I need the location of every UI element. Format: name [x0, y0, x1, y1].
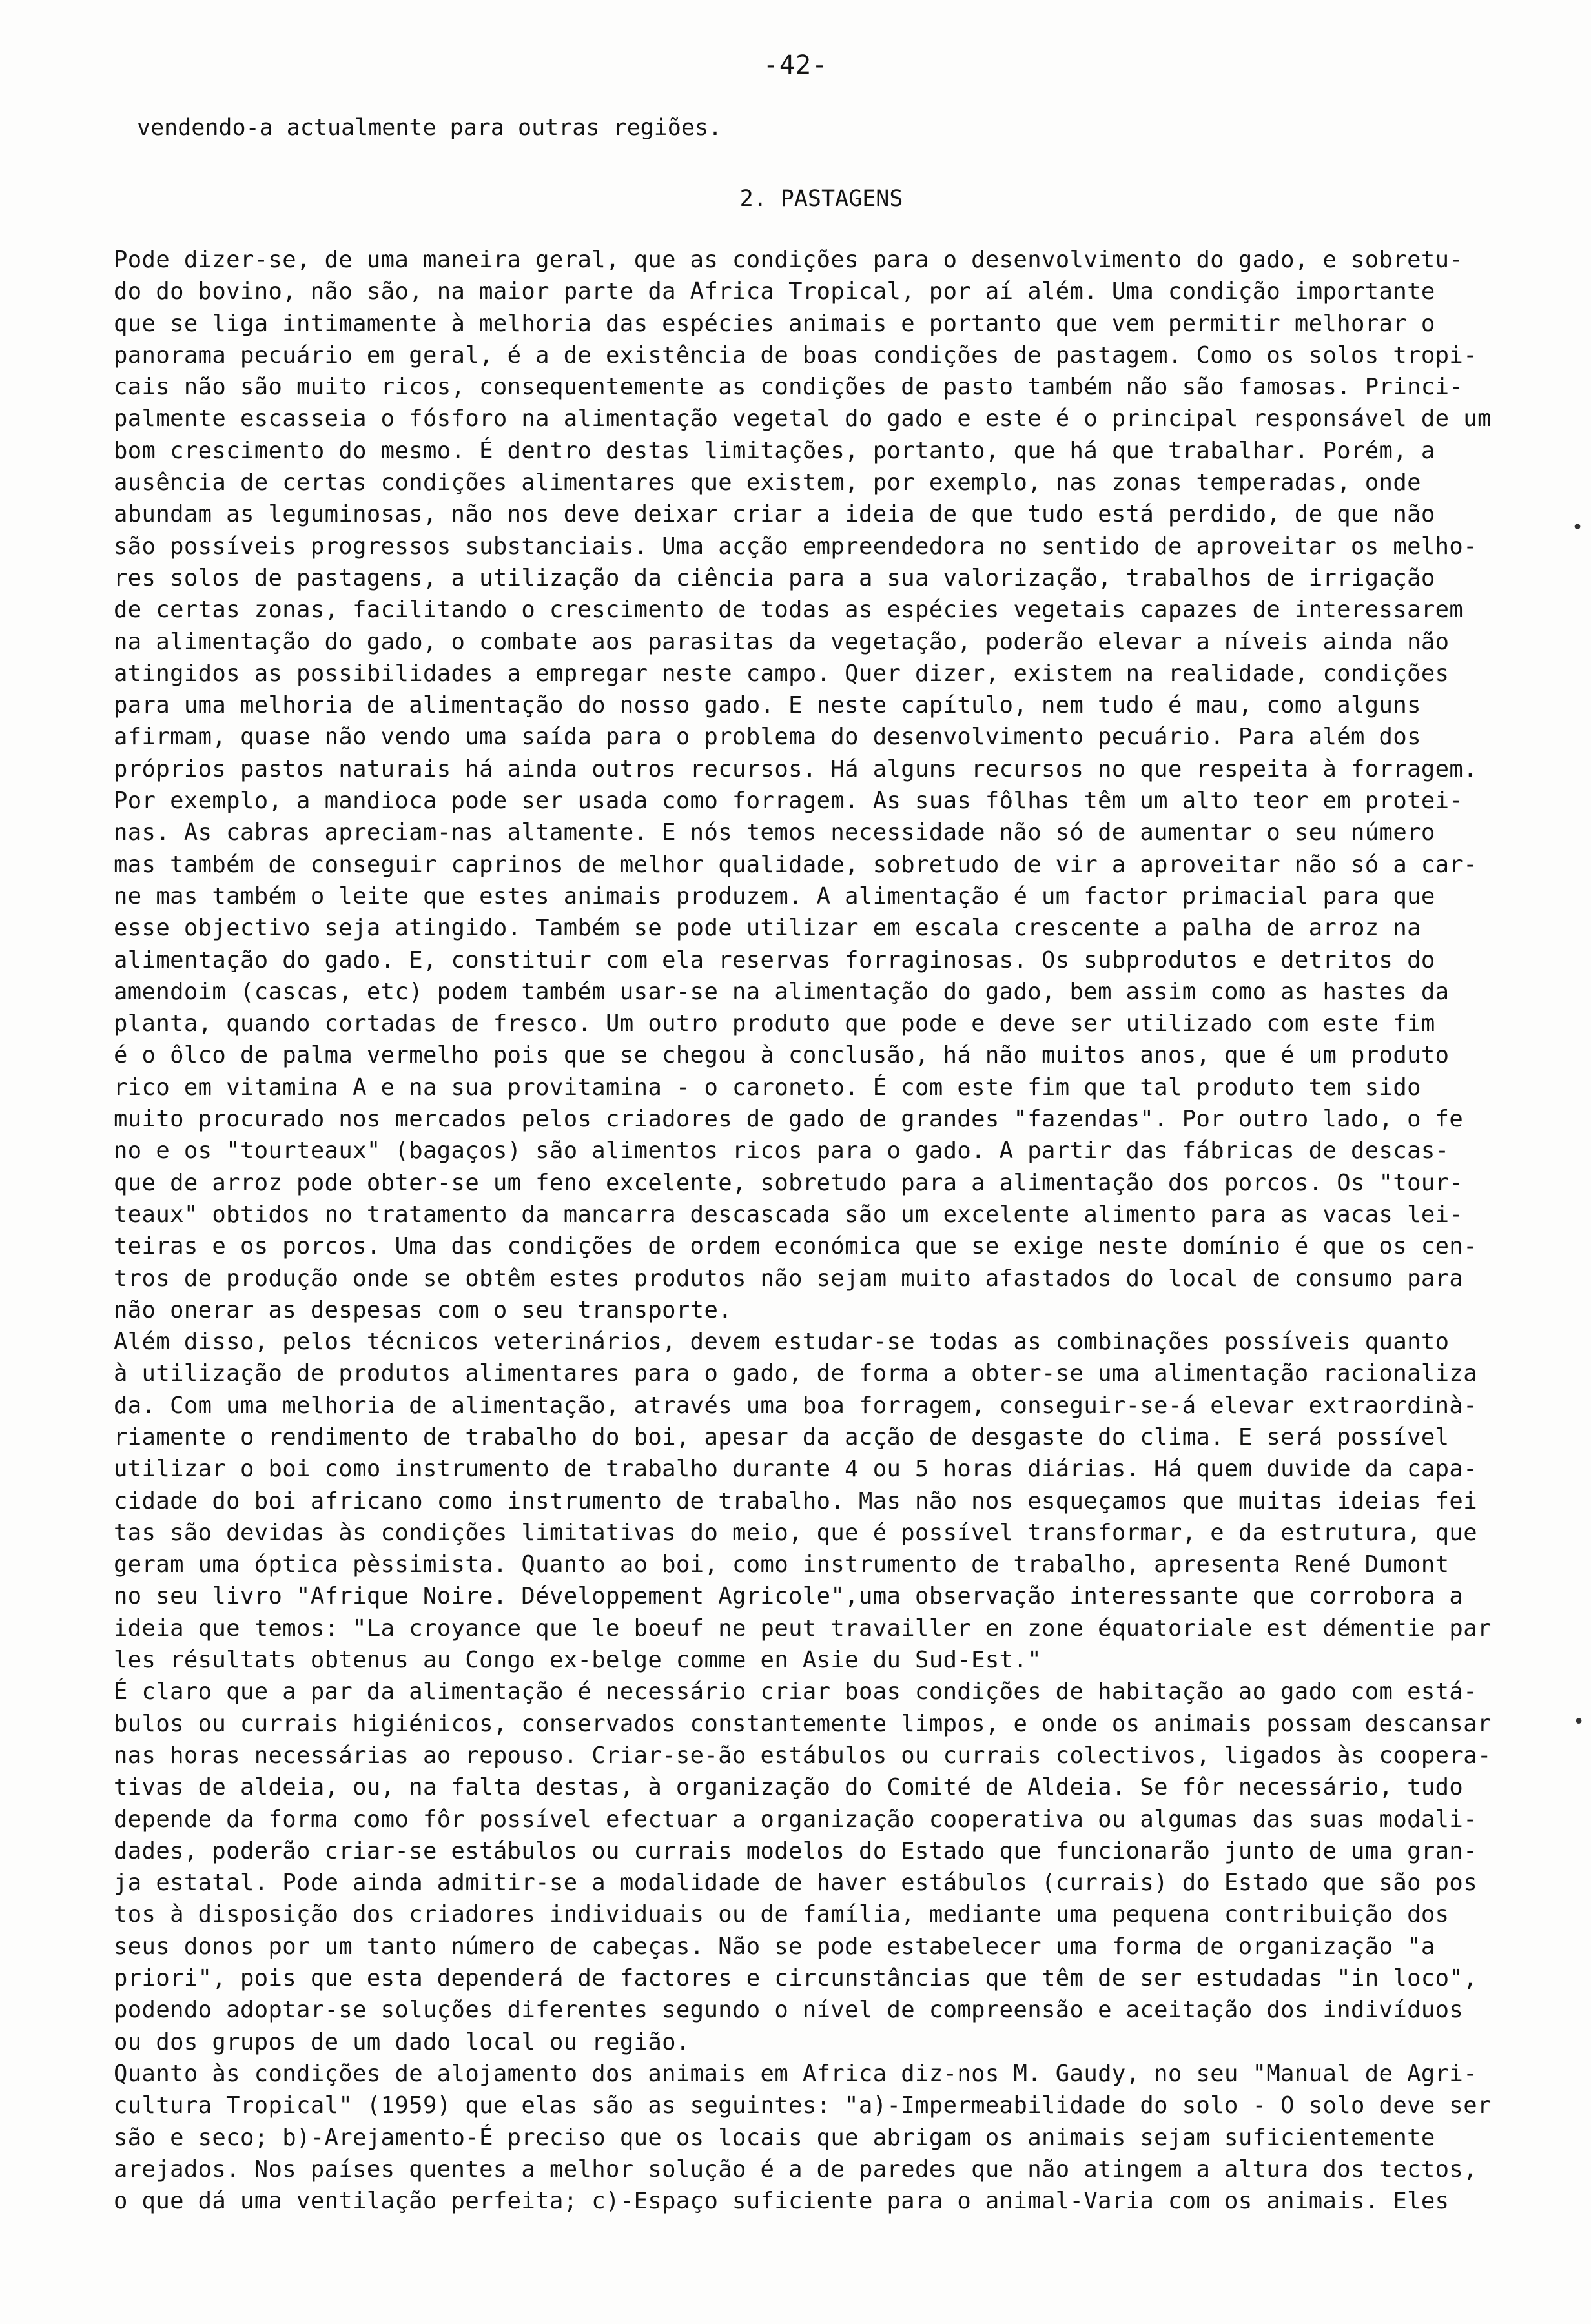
text-line: tas são devidas às condições limitativas do meio, que é possível transformar, e da estrutura, que	[114, 1519, 1477, 1546]
text-line: esse objectivo seja atingido. Também se pode utilizar em escala crescente a palha de arroz na	[114, 915, 1421, 942]
text-line: ne mas também o leite que estes animais produzem. A alimentação é um factor primacial para que	[114, 882, 1435, 910]
text-line: o que dá uma ventilação perfeita; c)-Espaço suficiente para o animal-Varia com os animais. Eles	[114, 2188, 1450, 2215]
text-line: tos à disposição dos criadores individuais ou de família, mediante uma pequena contribuição dos	[114, 1901, 1450, 1928]
continuation-line: vendendo-a actualmente para outras regiões.	[137, 115, 723, 141]
text-line: seus donos por um tanto número de cabeças. Não se pode estabelecer uma forma de organização "a	[114, 1933, 1435, 1960]
text-line: para uma melhoria de alimentação do nosso gado. E neste capítulo, nem tudo é mau, como alguns	[114, 692, 1421, 719]
text-line: são possíveis progressos substanciais. Uma acção empreendedora no sentido de aproveitar os melho-	[114, 533, 1477, 560]
text-line: próprios pastos naturais há ainda outros recursos. Há alguns recursos no que respeita à forragem.	[114, 755, 1477, 782]
text-line: Além disso, pelos técnicos veterinários, devem estudar-se todas as combinações possíveis quanto	[114, 1329, 1450, 1356]
text-line: nas horas necessárias ao repouso. Criar-se-ão estábulos ou currais colectivos, ligados às coopera-	[114, 1742, 1492, 1769]
text-line: mas também de conseguir caprinos de melhor qualidade, sobretudo de vir a aproveitar não só a car-	[114, 851, 1477, 878]
text-line: amendoim (cascas, etc) podem também usar-se na alimentação do gado, bem assim como as hastes da	[114, 978, 1450, 1005]
text-line: de certas zonas, facilitando o crescimento de todas as espécies vegetais capazes de interessarem	[114, 596, 1464, 624]
text-line: abundam as leguminosas, não nos deve deixar criar a ideia de que tudo está perdido, de que não	[114, 501, 1435, 528]
text-line: utilizar o boi como instrumento de trabalho durante 4 ou 5 horas diárias. Há quem duvide da capa-	[114, 1456, 1477, 1483]
text-line: da. Com uma melhoria de alimentação, através uma boa forragem, conseguir-se-á elevar extraordinà-	[114, 1392, 1477, 1419]
text-line: palmente escasseia o fósforo na alimentação vegetal do gado e este é o principal responsável de um	[114, 405, 1492, 433]
text-line: é o ôlco de palma vermelho pois que se chegou à conclusão, há não muitos anos, que é um produto	[114, 1042, 1450, 1069]
section-title: 2. PASTAGENS	[739, 186, 903, 212]
text-line: bom crescimento do mesmo. É dentro destas limitações, portanto, que há que trabalhar. Porém, a	[114, 437, 1435, 464]
text-line: não onerar as despesas com o seu transporte.	[114, 1296, 733, 1323]
text-line: teaux" obtidos no tratamento da mancarra descascada são um excelente alimento para as vacas lei-	[114, 1201, 1464, 1228]
text-line: nas. As cabras apreciam-nas altamente. E nós temos necessidade não só de aumentar o seu número	[114, 819, 1435, 846]
text-line: geram uma óptica pèssimista. Quanto ao boi, como instrumento de trabalho, apresenta René Dumont	[114, 1551, 1450, 1578]
body-text	[114, 244, 1554, 2217]
text-line: que se liga intimamente à melhoria das espécies animais e portanto que vem permitir melhorar o	[114, 310, 1435, 337]
text-line: Pode dizer-se, de uma maneira geral, que as condições para o desenvolvimento do gado, e sobretu-	[114, 247, 1464, 273]
text-line: rico em vitamina A e na sua provitamina - o caroneto. É com este fim que tal produto tem sido	[114, 1074, 1421, 1101]
text-line: É claro que a par da alimentação é necessário criar boas condições de habitação ao gado com está-	[114, 1678, 1477, 1706]
text-line: tros de produção onde se obtêm estes produtos não sejam muito afastados do local de consumo para	[114, 1265, 1464, 1292]
text-line: ja estatal. Pode ainda admitir-se a modalidade de haver estábulos (currais) do Estado que são pos	[114, 1870, 1477, 1897]
margin-mark: •	[1572, 516, 1584, 539]
text-line: panorama pecuário em geral, é a de existência de boas condições de pastagem. Como os solos tropi-	[114, 341, 1477, 369]
text-line: do do bovino, não são, na maior parte da Africa Tropical, por aí além. Uma condição importante	[114, 278, 1435, 305]
text-line: depende da forma como fôr possível efectuar a organização cooperativa ou algumas das suas modali-	[114, 1806, 1477, 1833]
page-number: -42-	[763, 50, 828, 80]
text-line: no seu livro "Afrique Noire. Développement Agricole",uma observação interessante que corrobora a	[114, 1583, 1464, 1610]
text-line: podendo adoptar-se soluções diferentes segundo o nível de compreensão e aceitação dos indivíduos	[114, 1997, 1464, 2024]
text-line: Quanto às condições de alojamento dos animais em Africa diz-nos M. Gaudy, no seu "Manual de Agri-	[114, 2060, 1477, 2087]
text-line: Por exemplo, a mandioca pode ser usada como forragem. As suas fôlhas têm um alto teor em protei-	[114, 788, 1464, 815]
text-line: cidade do boi africano como instrumento de trabalho. Mas não nos esqueçamos que muitas ideias fei	[114, 1487, 1477, 1514]
text-line: ausência de certas condições alimentares que existem, por exemplo, nas zonas temperadas, onde	[114, 469, 1421, 496]
text-line: planta, quando cortadas de fresco. Um outro produto que pode e deve ser utilizado com este fim	[114, 1010, 1435, 1037]
text-line: res solos de pastagens, a utilização da ciência para a sua valorização, trabalhos de irrigação	[114, 564, 1435, 591]
text-line: cultura Tropical" (1959) que elas são as seguintes: "a)-Impermeabilidade do solo - O solo deve ser	[114, 2092, 1492, 2119]
text-line: priori", pois que esta dependerá de factores e circunstâncias que têm de ser estudadas "in loco",	[114, 1965, 1477, 1992]
margin-mark: •	[1573, 1711, 1585, 1733]
text-line: ou dos grupos de um dado local ou região.	[114, 2028, 690, 2055]
text-line: ideia que temos: "La croyance que le boeuf ne peut travailler en zone équatoriale est démentie par	[114, 1615, 1492, 1642]
text-line: riamente o rendimento de trabalho do boi, apesar da acção de desgaste do clima. E será possível	[114, 1423, 1450, 1451]
text-line: teiras e os porcos. Uma das condições de ordem económica que se exige neste domínio é que os cen-	[114, 1233, 1477, 1260]
text-line: no e os "tourteaux" (bagaços) são alimentos ricos para o gado. A partir das fábricas de descas-	[114, 1137, 1450, 1165]
text-line: alimentação do gado. E, constituir com ela reservas forraginosas. Os subprodutos e detritos do	[114, 946, 1435, 973]
text-line: à utilização de produtos alimentares para o gado, de forma a obter-se uma alimentação racionaliza	[114, 1360, 1477, 1387]
text-line: les résultats obtenus au Congo ex-belge comme en Asie du Sud-Est."	[114, 1647, 1042, 1674]
text-line: afirmam, quase não vendo uma saída para o problema do desenvolvimento pecuário. Para além dos	[114, 724, 1421, 751]
text-line: que de arroz pode obter-se um feno excelente, sobretudo para a alimentação dos porcos. Os "tour-	[114, 1169, 1464, 1196]
text-line: muito procurado nos mercados pelos criadores de gado de grandes "fazendas". Por outro lado, o fe	[114, 1106, 1464, 1133]
text-line: bulos ou currais higiénicos, conservados constantemente limpos, e onde os animais possam descansar	[114, 1710, 1492, 1737]
text-line: dades, poderão criar-se estábulos ou currais modelos do Estado que funcionarão junto de uma gran-	[114, 1837, 1477, 1864]
text-line: atingidos as possibilidades a empregar neste campo. Quer dizer, existem na realidade, condições	[114, 660, 1450, 687]
text-line: cais não são muito ricos, consequentemente as condições de pasto também não são famosas. Princi-	[114, 374, 1464, 401]
text-line: tivas de aldeia, ou, na falta destas, à organização do Comité de Aldeia. Se fôr necessário, tudo	[114, 1774, 1464, 1801]
text-line: arejados. Nos países quentes a melhor solução é a de paredes que não atingem a altura dos tectos,	[114, 2156, 1477, 2183]
text-line: na alimentação do gado, o combate aos parasitas da vegetação, poderão elevar a níveis ainda não	[114, 628, 1450, 655]
text-line: são e seco; b)-Arejamento-É preciso que os locais que abrigam os animais sejam suficientemente	[114, 2124, 1435, 2151]
